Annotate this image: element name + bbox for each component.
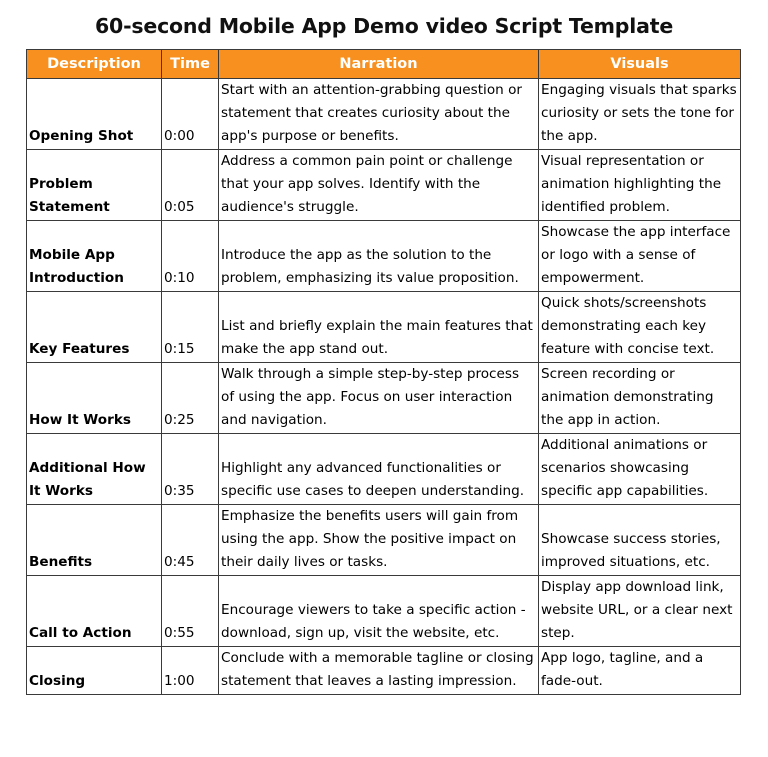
- header-time: Time: [162, 50, 219, 79]
- row-narration: Start with an attention-grabbing question or statement that creates curiosity about the app's purpose or benefits.: [219, 79, 539, 150]
- table-header-row: [27, 50, 741, 79]
- row-description: Mobile App Introduction: [27, 221, 162, 292]
- table-row: [27, 221, 741, 292]
- row-description: Key Features: [27, 292, 162, 363]
- row-narration: Address a common pain point or challenge that your app solves. Identify with the audience's struggle.: [219, 150, 539, 221]
- row-time: 0:25: [162, 363, 219, 434]
- table-row: [27, 292, 741, 363]
- script-table: [26, 49, 741, 695]
- row-visuals: Additional animations or scenarios showcasing specific app capabilities.: [539, 434, 741, 505]
- row-visuals: Showcase success stories, improved situations, etc.: [539, 505, 741, 576]
- table-row: [27, 150, 741, 221]
- row-description: Additional How It Works: [27, 434, 162, 505]
- row-narration: Highlight any advanced functionalities or specific use cases to deepen understanding.: [219, 434, 539, 505]
- row-narration: List and briefly explain the main features that make the app stand out.: [219, 292, 539, 363]
- row-description: Problem Statement: [27, 150, 162, 221]
- row-time: 0:00: [162, 79, 219, 150]
- page-title: 60-second Mobile App Demo video Script Template: [94, 14, 674, 38]
- table-row: [27, 434, 741, 505]
- table-row: [27, 576, 741, 647]
- row-visuals: Screen recording or animation demonstrating the app in action.: [539, 363, 741, 434]
- row-narration: Introduce the app as the solution to the problem, emphasizing its value proposition.: [219, 221, 539, 292]
- row-time: 0:05: [162, 150, 219, 221]
- table-row: [27, 647, 741, 695]
- row-description: Closing: [27, 647, 162, 695]
- row-narration: Encourage viewers to take a specific action - download, sign up, visit the website, etc.: [219, 576, 539, 647]
- row-time: 1:00: [162, 647, 219, 695]
- row-visuals: Quick shots/screenshots demonstrating each key feature with concise text.: [539, 292, 741, 363]
- row-visuals: Engaging visuals that sparks curiosity or sets the tone for the app.: [539, 79, 741, 150]
- row-visuals: Display app download link, website URL, or a clear next step.: [539, 576, 741, 647]
- row-description: Call to Action: [27, 576, 162, 647]
- header-visuals: Visuals: [539, 50, 741, 79]
- row-narration: Walk through a simple step-by-step process of using the app. Focus on user interaction and navigation.: [219, 363, 539, 434]
- row-description: Opening Shot: [27, 79, 162, 150]
- row-description: Benefits: [27, 505, 162, 576]
- table-row: [27, 363, 741, 434]
- header-narration: Narration: [219, 50, 539, 79]
- table-row: [27, 505, 741, 576]
- row-narration: Emphasize the benefits users will gain from using the app. Show the positive impact on their daily lives or tasks.: [219, 505, 539, 576]
- row-time: 0:45: [162, 505, 219, 576]
- row-time: 0:35: [162, 434, 219, 505]
- row-description: How It Works: [27, 363, 162, 434]
- row-time: 0:10: [162, 221, 219, 292]
- row-time: 0:15: [162, 292, 219, 363]
- row-visuals: Visual representation or animation highlighting the identified problem.: [539, 150, 741, 221]
- row-visuals: App logo, tagline, and a fade-out.: [539, 647, 741, 695]
- row-visuals: Showcase the app interface or logo with a sense of empowerment.: [539, 221, 741, 292]
- row-time: 0:55: [162, 576, 219, 647]
- table-row: [27, 79, 741, 150]
- row-narration: Conclude with a memorable tagline or closing statement that leaves a lasting impression.: [219, 647, 539, 695]
- header-description: Description: [27, 50, 162, 79]
